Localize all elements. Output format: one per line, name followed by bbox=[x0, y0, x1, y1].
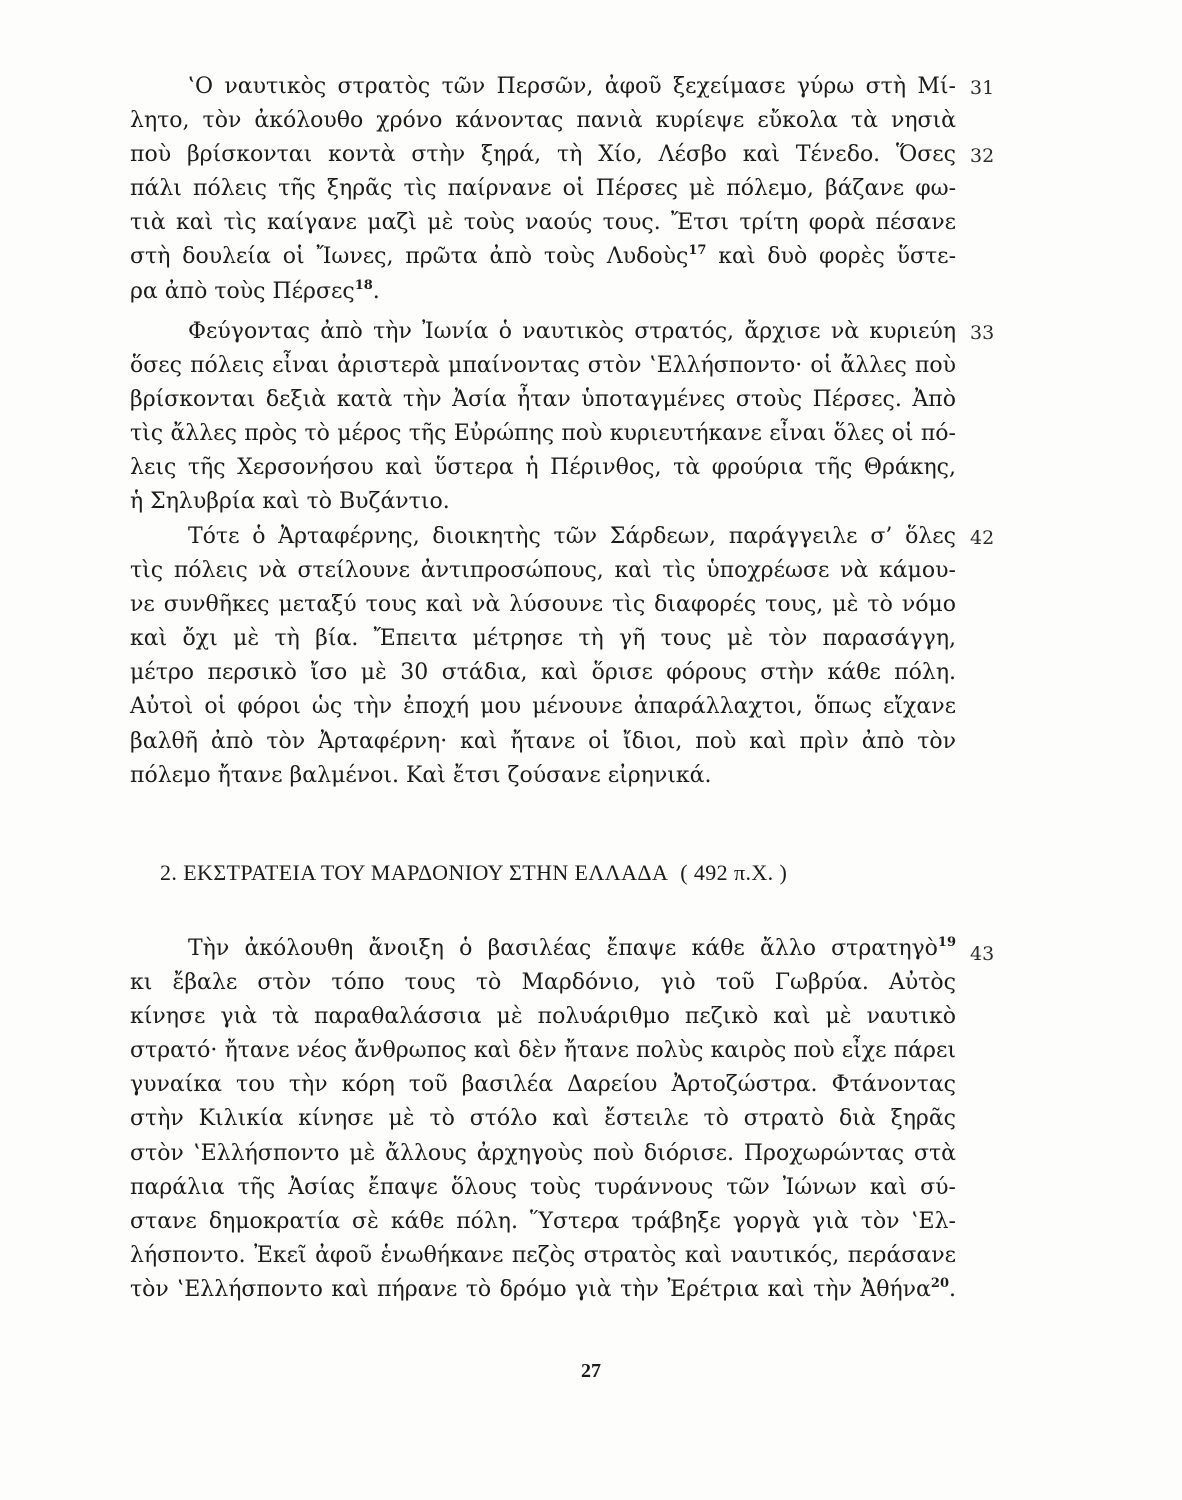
paragraph-artaphernes bbox=[130, 520, 956, 793]
paragraph-persian-fleet bbox=[130, 70, 956, 309]
text-line: κίνησε γιὰ τὰ παραθαλάσσια μὲ πολυάριθμο πεζικὸ καὶ μὲ ναυτικὸ bbox=[130, 1004, 956, 1030]
text-line: λεις τῆς Χερσονήσου καὶ ὕστερα ἡ Πέρινθος, τὰ φρούρια τῆς Θράκης, bbox=[130, 455, 956, 481]
text-line: Φεύγοντας ἀπὸ τὴν Ἰωνία ὁ ναυτικὸς στρατός, ἄρχισε νὰ κυριεύη bbox=[188, 319, 956, 344]
footnote-ref: 19 bbox=[937, 935, 956, 950]
text-segment: Τὴν ἀκόλουθη ἄνοιξη ὁ βασιλέας ἔπαψε κάθε ἄλλο στρατηγὸ bbox=[188, 936, 938, 961]
text-line: τιὰ καὶ τὶς καίγανε μαζὶ μὲ τοὺς ναούς τους. Ἔτσι τρίτη φορὰ πέσανε bbox=[130, 210, 956, 236]
text-line: νε συνθῆκες μεταξύ τους καὶ νὰ λύσουνε τὶς διαφορές τους, μὲ τὸ νόμο bbox=[130, 592, 956, 618]
text-segment: καὶ δυὸ φορὲς ὕστε- bbox=[718, 244, 957, 270]
margin-number: 42 bbox=[970, 527, 995, 549]
text-line: τὶς πόλεις νὰ στείλουνε ἀντιπροσώπους, καὶ τὶς ὑποχρέωσε νὰ κάμου- bbox=[130, 558, 956, 584]
margin-number: 31 bbox=[970, 77, 995, 99]
text-line: στὸν ‛Ελλήσποντο μὲ ἄλλους ἀρχηγοὺς ποὺ διόρισε. Προχωρώντας στὰ bbox=[130, 1140, 956, 1166]
text-line: Τότε ὁ Ἀρταφέρνης, διοικητὴς τῶν Σάρδεων, παράγγειλε σ’ ὅλες bbox=[188, 524, 956, 549]
text-line: πάλι πόλεις τῆς ξηρᾶς τὶς παίρνανε οἱ Πέρσες μὲ πόλεμο, βάζανε φω- bbox=[130, 176, 956, 202]
text-line: στανε δημοκρατία σὲ κάθε πόλη. Ὕστερα τράβηξε γοργὰ γιὰ τὸν ‛Ελ- bbox=[130, 1208, 956, 1234]
text-line bbox=[130, 240, 956, 274]
text-segment: στὴ δουλεία οἱ Ἴωνες, πρῶτα ἀπὸ τοὺς Λυδοὺς bbox=[130, 244, 689, 270]
text-line: πόλεμο ἤτανε βαλμένοι. Καὶ ἔτσι ζούσανε εἰρηνικά. bbox=[130, 762, 712, 788]
margin-number: 43 bbox=[970, 943, 995, 965]
text-segment: τὸν ‛Ελλήσποντο καὶ πήρανε τὸ δρόμο γιὰ τὴν Ἐρέτρια καὶ τὴν Ἀθήνα bbox=[130, 1276, 931, 1302]
text-line: λήσποντο. Ἐκεῖ ἀφοῦ ἑνωθήκανε πεζὸς στρατὸς καὶ ναυτικός, περάσανε bbox=[130, 1242, 956, 1268]
footnote-ref: 18 bbox=[354, 277, 373, 293]
section-title: 2. ΕΚΣΤΡΑΤΕΙΑ ΤΟΥ ΜΑΡΔΟΝΙΟΥ ΣΤΗΝ ΕΛΛΑΔΑ bbox=[160, 860, 669, 885]
text-line: ποὺ βρίσκονται κοντὰ στὴν ξηρά, τὴ Χίο, Λέσβο καὶ Τένεδο. Ὅσες bbox=[130, 142, 956, 168]
section-date: ( 492 π.Χ. ) bbox=[680, 860, 788, 885]
text-line: κι ἔβαλε στὸν τόπο τους τὸ Μαρδόνιο, γιὸ τοῦ Γωβρύα. Αὐτὸς bbox=[130, 970, 956, 996]
text-line: βρίσκονται δεξιὰ κατὰ τὴν Ἀσία ἦταν ὑποταγμένες στοὺς Πέρσες. Ἀπὸ bbox=[130, 387, 956, 413]
footnote-ref: 20 bbox=[930, 1275, 949, 1291]
page-number: 27 bbox=[581, 1360, 601, 1382]
text-line: στρατό· ἤτανε νέος ἄνθρωπος καὶ δὲν ἤτανε πολὺς καιρὸς ποὺ εἶχε πάρει bbox=[130, 1038, 956, 1064]
text-line: Αὐτοὶ οἱ φόροι ὡς τὴν ἐποχή μου μένουνε ἀπαράλλαχτοι, ὅπως εἴχανε bbox=[130, 694, 956, 720]
text-line: λητο, τὸν ἀκόλουθο χρόνο κάνοντας πανιὰ κυρίεψε εὔκολα τὰ νησιὰ bbox=[130, 108, 956, 134]
text-line bbox=[130, 932, 956, 966]
paragraph-mardonius bbox=[130, 932, 956, 1307]
text-line: μέτρο περσικὸ ἴσο μὲ 30 στάδια, καὶ ὅρισε φόρους στὴν κάθε πόλη. bbox=[130, 660, 956, 686]
section-heading bbox=[160, 860, 920, 886]
text-line: βαλθῆ ἀπὸ τὸν Ἀρταφέρνη· καὶ ἤτανε οἱ ἴδιοι, ποὺ καὶ πρὶν ἀπὸ τὸν bbox=[130, 728, 956, 754]
text-line: ἡ Σηλυβρία καὶ τὸ Βυζάντιο. bbox=[130, 489, 450, 515]
text-line: στὴν Κιλικία κίνησε μὲ τὸ στόλο καὶ ἔστειλε τὸ στρατὸ διὰ ξηρᾶς bbox=[130, 1106, 956, 1132]
margin-number: 33 bbox=[970, 322, 995, 344]
text-line: ὅσες πόλεις εἶναι ἀριστερὰ μπαίνοντας στὸν ‛Ελλήσποντο· οἱ ἄλλες ποὺ bbox=[130, 353, 956, 379]
margin-number: 32 bbox=[970, 145, 995, 167]
paragraph-fleet-departure bbox=[130, 315, 956, 520]
text-line: γυναίκα του τὴν κόρη τοῦ βασιλέα Δαρείου Ἀρτοζώστρα. Φτάνοντας bbox=[130, 1072, 956, 1098]
text-line: παράλια τῆς Ἀσίας ἔπαψε ὅλους τοὺς τυράννους τῶν Ἰώνων καὶ σύ- bbox=[130, 1174, 956, 1200]
text-line: ρα ἀπὸ τοὺς Πέρσες$^{18}$. bbox=[130, 277, 380, 304]
text-line: καὶ ὄχι μὲ τὴ βία. Ἔπειτα μέτρησε τὴ γῆ τους μὲ τὸν παρασάγγη, bbox=[130, 626, 956, 652]
text-line: τὸν ‛Ελλήσποντο καὶ πήρανε τὸ δρόμο γιὰ τὴν Ἐρέτρια καὶ τὴν Ἀθήνα$^{20}$. bbox=[130, 1275, 956, 1302]
text-line: ‛Ο ναυτικὸς στρατὸς τῶν Περσῶν, ἀφοῦ ξεχείμασε γύρω στὴ Μί- bbox=[188, 74, 956, 99]
footnote-ref: 17 bbox=[688, 243, 707, 259]
text-segment: ρα ἀπὸ τοὺς Πέρσες bbox=[130, 278, 355, 304]
text-line: τὶς ἄλλες πρὸς τὸ μέρος τῆς Εὐρώπης ποὺ κυριευτήκανε εἶναι ὅλες οἱ πό- bbox=[130, 421, 956, 447]
